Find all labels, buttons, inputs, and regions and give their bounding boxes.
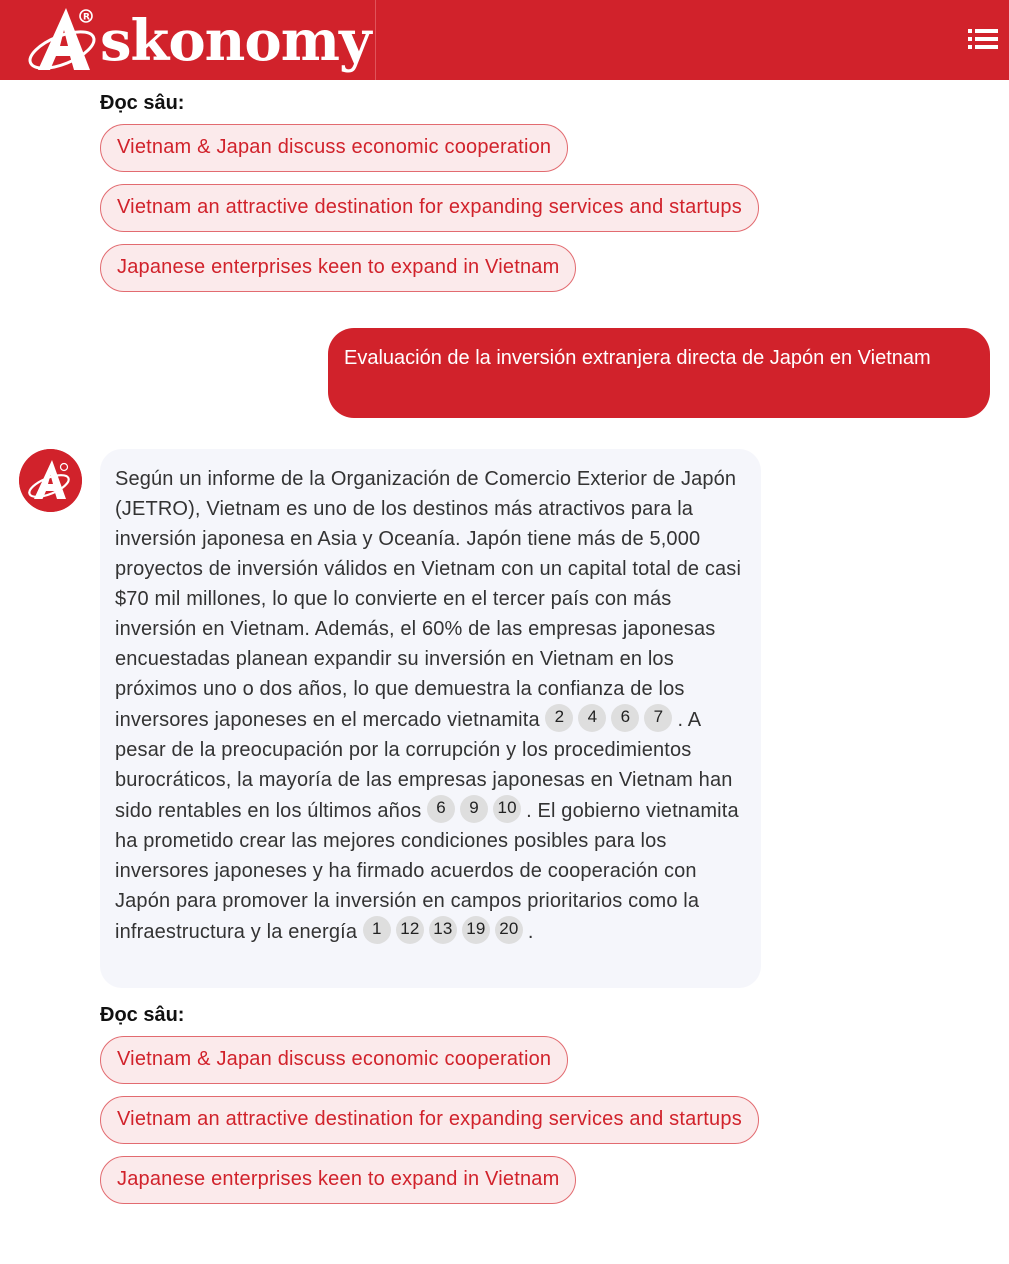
related-link-chip[interactable]: Vietnam an attractive destination for expanding services and startups <box>100 184 759 232</box>
assistant-message-bubble <box>100 449 761 988</box>
app-header <box>0 0 1009 80</box>
citation-badge[interactable]: 4 <box>578 704 606 732</box>
citation-badge[interactable]: 6 <box>611 704 639 732</box>
citation-badge[interactable]: 20 <box>495 916 523 944</box>
citation-badge[interactable]: 13 <box>429 916 457 944</box>
citation-badge[interactable]: 6 <box>427 795 455 823</box>
user-message-bubble: Evaluación de la inversión extranjera directa de Japón en Vietnam <box>328 328 990 418</box>
related-link-chip[interactable]: Vietnam an attractive destination for expanding services and startups <box>100 1096 759 1144</box>
related-link-chip[interactable]: Japanese enterprises keen to expand in Vietnam <box>100 244 576 292</box>
brand-name: skonomy <box>100 8 371 74</box>
askonomy-a-logo-icon <box>26 4 102 76</box>
related-link-chip[interactable]: Vietnam & Japan discuss economic cooperation <box>100 1036 568 1084</box>
svg-text:R: R <box>83 12 90 23</box>
citation-badge[interactable]: 7 <box>644 704 672 732</box>
citation-badge[interactable]: 19 <box>462 916 490 944</box>
citation-badge[interactable]: 2 <box>545 704 573 732</box>
citation-badge[interactable]: 10 <box>493 795 521 823</box>
citation-badge[interactable]: 1 <box>363 916 391 944</box>
askonomy-avatar-icon <box>19 449 82 512</box>
logo-link[interactable] <box>0 0 376 80</box>
answer-text: Según un informe de la Organización de Comercio Exterior de Japón (JETRO), Vietnam es uno de los destinos más atractivos para la inversión japonesa en Asia y Oceanía. Japón tiene más de 5,000 proyectos de inversión válidos en Vietnam con un capital total de casi $70 mil millones, lo que lo convierte en el tercer país con más inversión en Vietnam. Además, el 60% de las empresas japonesas encuestadas planean expandir su inversión en Vietnam en los próximos uno o dos años, lo que demuestra la confianza de los inversores japoneses en el mercado vietnamita <box>115 468 742 731</box>
answer-text: . El gobierno vietnamita ha prometido crear las mejores condiciones posibles para los inversores japoneses y ha firmado acuerdos de cooperación con Japón para promover la inversión en campos prioritarios como la infraestructura y la energía <box>115 800 739 943</box>
citation-badge[interactable]: 9 <box>460 795 488 823</box>
answer-text: . A pesar de la preocupación por la corrupción y los procedimientos burocráticos, la mayoría de las empresas japonesas en Vietnam han sido rentables en los últimos años <box>115 709 733 822</box>
list-menu-icon[interactable] <box>966 26 1000 52</box>
citation-badge[interactable]: 12 <box>396 916 424 944</box>
related-link-chip[interactable]: Japanese enterprises keen to expand in Vietnam <box>100 1156 576 1204</box>
related-reading-label: Đọc sâu: <box>100 92 185 114</box>
answer-text-end: . <box>527 921 534 943</box>
related-reading-label: Đọc sâu: <box>100 1004 185 1026</box>
related-link-chip[interactable]: Vietnam & Japan discuss economic cooperation <box>100 124 568 172</box>
